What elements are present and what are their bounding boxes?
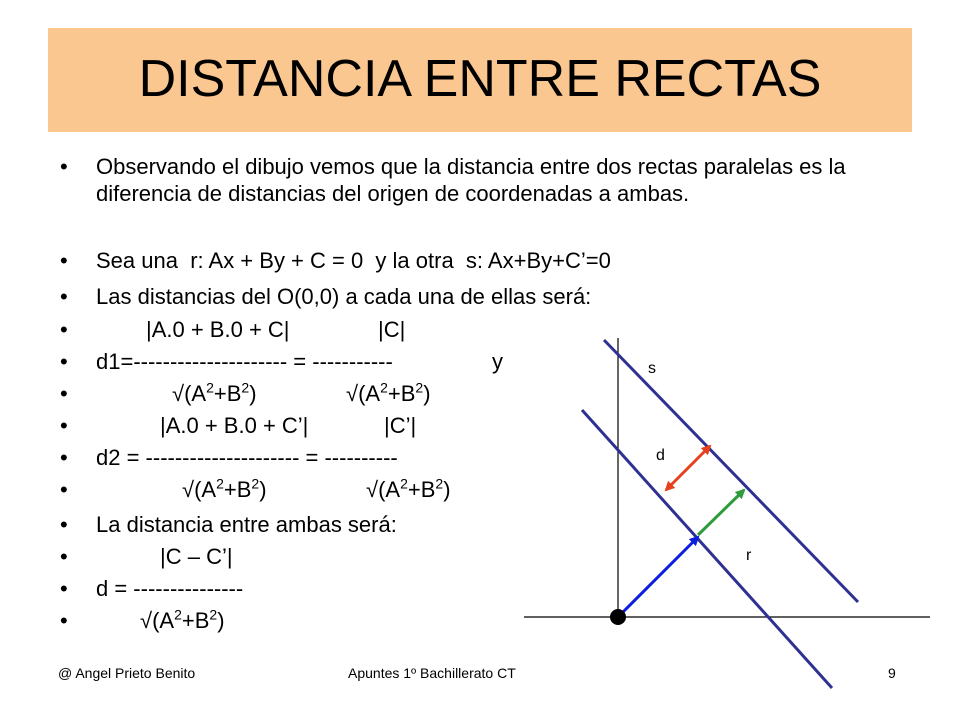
bullet-text: Sea una r: Ax + By + C = 0 y la otra s: Ax+By+C’=0 xyxy=(96,248,611,273)
d2-fraction-line: d2 = --------------------- = ---------- xyxy=(96,445,398,470)
sqrt-expression: $√(A^2+B^2)$ xyxy=(172,379,257,406)
bullet-dot: • xyxy=(60,381,68,406)
d1-numerator: |A.0 + B.0 + C| xyxy=(146,317,290,342)
sqrt-expression: $√(A^2+B^2)$ xyxy=(366,475,451,502)
bullet-dot: • xyxy=(60,317,68,342)
origin-point xyxy=(610,609,626,625)
bullet-dot: • xyxy=(60,445,68,470)
bullet-text: La distancia entre ambas será: xyxy=(96,512,397,537)
d2-numerator: |A.0 + B.0 + C’| xyxy=(160,413,309,438)
slide-title: DISTANCIA ENTRE RECTAS xyxy=(138,50,822,108)
d1-simplified-numerator: |C| xyxy=(378,317,406,342)
conjunction-y: y xyxy=(492,349,503,374)
bullet-dot: • xyxy=(60,248,68,273)
sqrt-expression: $√(A^2+B^2)$ xyxy=(346,379,431,406)
bullet-dot: • xyxy=(60,608,68,633)
footer-course: Apuntes 1º Bachillerato CT xyxy=(348,665,516,681)
distance-d-arrow xyxy=(666,446,710,490)
bullet-text: Observando el dibujo vemos que la distancia entre dos rectas paralelas es la diferencia de distancias del origen de coordenadas a ambas. xyxy=(96,154,846,206)
sqrt-expression: $√(A^2+B^2)$ xyxy=(182,475,267,502)
bullet-dot: • xyxy=(60,544,68,569)
bullet-dot: • xyxy=(60,284,68,309)
label-s: s xyxy=(648,360,656,377)
label-d: d xyxy=(656,447,665,464)
d-numerator: |C – C’| xyxy=(160,544,233,569)
label-r: r xyxy=(746,547,752,564)
line-s xyxy=(604,340,858,602)
d2-simplified-numerator: |C’| xyxy=(384,413,417,438)
d1-fraction-line: d1=--------------------- = ----------- xyxy=(96,349,393,374)
sqrt-expression: $√(A^2+B^2)$ xyxy=(140,606,225,633)
bullet-dot: • xyxy=(60,477,68,502)
origin-distance-vector xyxy=(618,537,698,617)
bullet-text: Las distancias del O(0,0) a cada una de ellas será: xyxy=(96,284,592,309)
bullet-dot: • xyxy=(60,349,68,374)
bullet-dot: • xyxy=(60,512,68,537)
line-r xyxy=(582,410,832,688)
footer-author: @ Angel Prieto Benito xyxy=(58,665,196,681)
bullet-dot: • xyxy=(60,154,68,179)
bullet-dot: • xyxy=(60,413,68,438)
bullet-dot: • xyxy=(60,576,68,601)
footer-page-number: 9 xyxy=(888,665,896,681)
d-fraction-line: d = --------------- xyxy=(96,576,244,601)
green-distance-vector xyxy=(698,490,744,535)
